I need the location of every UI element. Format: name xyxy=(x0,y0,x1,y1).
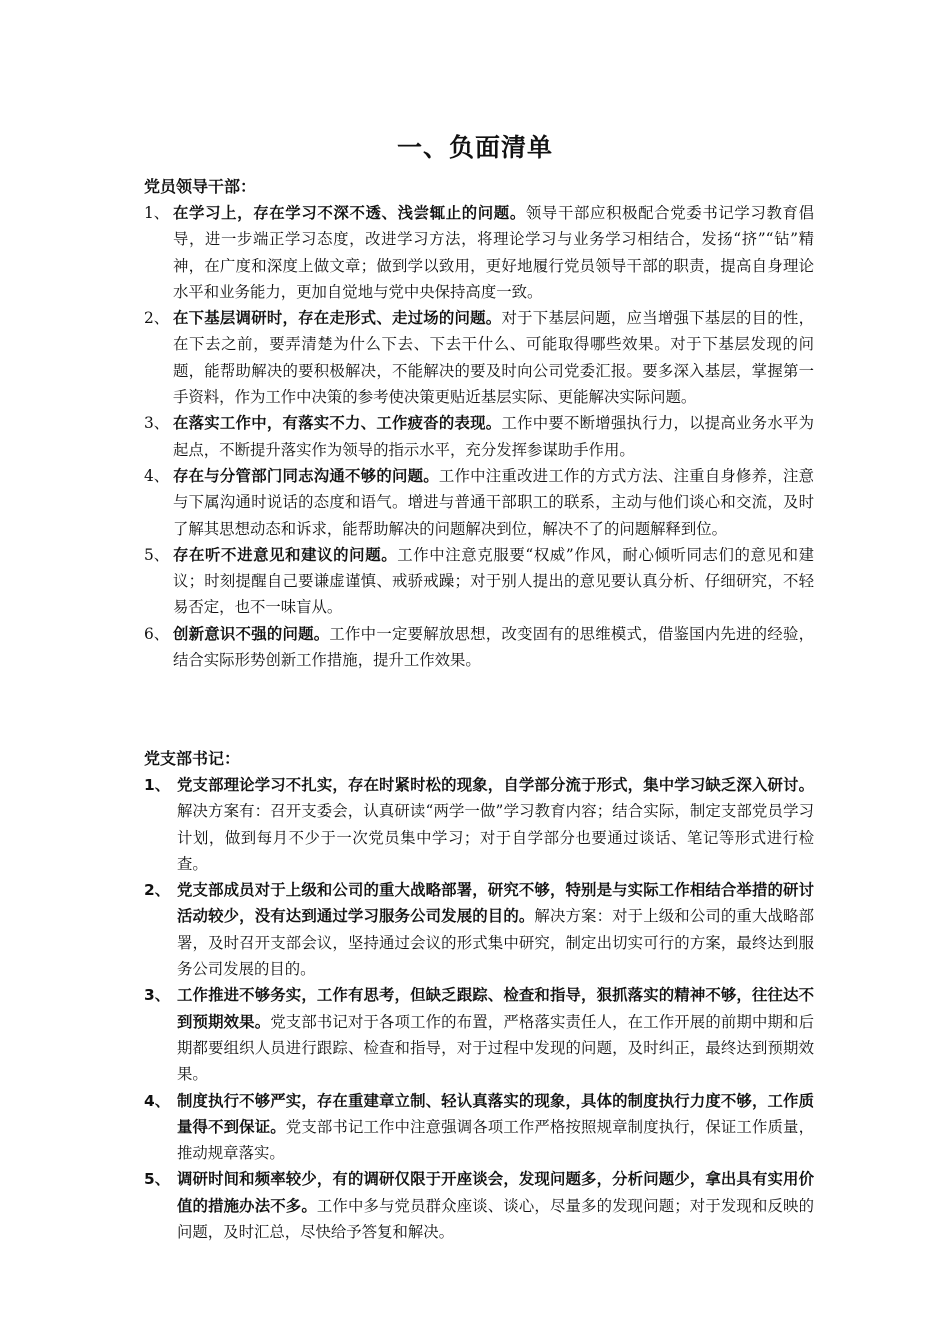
item-number: 1、 xyxy=(144,204,170,222)
item-number: 2、 xyxy=(144,309,170,328)
list-item xyxy=(144,877,814,982)
list-item xyxy=(144,542,814,621)
item-number: 5、 xyxy=(144,1170,171,1189)
section-heading: 党员领导干部： xyxy=(144,177,257,196)
section-branch-secretaries xyxy=(144,746,814,1245)
item-number: 4、 xyxy=(144,466,170,485)
item-body-text: 领导干部应积极配合党委书记学习教育倡导，进一步端正学习态度，改进学习方法，将理论学习与业务学习相结合，发扬“挤”“钻”精神，在广度和深度上做文章；做到学以致用，更好地履行党员领导干部的职责，提高自身理论水平和业务能力，更加自觉地与党中央保持高度一致。 xyxy=(173,204,814,301)
item-lead-text: 制度执行不够严实，存在重建章立制、轻认真落实的现象，具体的制度执行力度不够，工作质量得不到保证。 xyxy=(177,1091,814,1136)
item-body-text: 解决方案有：召开支委会，认真研读“两学一做”学习教育内容；结合实际，制定支部党员学习计划，做到每月不少于一次党员集中学习；对于自学部分也要通过谈话、笔记等形式进行检查。 xyxy=(177,802,814,873)
item-body-text: 对于下基层问题，应当增强下基层的目的性，在下去之前，要弄清楚为什么下去、下去干什么、可能取得哪些效果。对于下基层发现的问题，能帮助解决的要积极解决，不能解决的要及时向公司党委汇报。要多深入基层，掌握第一手资料，作为工作中决策的参考使决策更贴近基层实际、更能解决实际问题。 xyxy=(173,309,814,407)
list-item xyxy=(144,772,814,877)
section-party-leaders xyxy=(144,174,814,673)
item-body-text: 解决方案：对于上级和公司的重大战略部署，及时召开支部会议，坚持通过会议的形式集中研究，制定出切实可行的方案，最终达到服务公司发展的目的。 xyxy=(177,907,814,979)
item-number: 3、 xyxy=(144,414,170,433)
item-lead-text: 在落实工作中，有落实不力、工作疲沓的表现。 xyxy=(173,414,502,433)
item-number: 4、 xyxy=(144,1091,171,1110)
section-heading: 党支部书记： xyxy=(144,749,241,768)
item-lead-text: 在学习上，存在学习不深不透、浅尝辄止的问题。 xyxy=(173,204,526,222)
list-item xyxy=(144,982,814,1087)
document-title: 一、负面清单 xyxy=(396,133,553,162)
list-item xyxy=(144,463,814,542)
list-item xyxy=(144,1088,814,1167)
list-item xyxy=(144,1166,814,1245)
item-body-text: 党支部书记对于各项工作的布置，严格落实责任人，在工作开展的前期中期和后期都要组织人员进行跟踪、检查和指导，对于过程中发现的问题，及时纠正，最终达到预期效果。 xyxy=(177,1012,814,1084)
list-item xyxy=(144,200,814,305)
item-body-text: 工作中一定要解放思想，改变固有的思维模式，借鉴国内先进的经验，结合实际形势创新工作措施，提升工作效果。 xyxy=(173,624,814,670)
item-lead-text: 党支部成员对于上级和公司的重大战略部署，研究不够，特别是与实际工作相结合举措的研讨活动较少，没有达到通过学习服务公司发展的目的。 xyxy=(177,881,814,926)
item-number: 1、 xyxy=(144,776,171,794)
item-lead-text: 工作推进不够务实，工作有思考，但缺乏跟踪、检查和指导，狠抓落实的精神不够，往往达不到预期效果。 xyxy=(177,986,814,1031)
item-body-text: 党支部书记工作中注意强调各项工作严格按照规章制度执行，保证工作质量，推动规章落实。 xyxy=(177,1117,814,1163)
item-body-text: 工作中注重改进工作的方式方法、注重自身修养，注意与下属沟通时说话的态度和语气。增进与普通干部职工的联系，主动与他们谈心和交流，及时了解其思想动态和诉求，能帮助解决的问题解决到位，解决不了的问题解释到位。 xyxy=(173,466,814,538)
item-body-text: 工作中注意克服要“权威”作风，耐心倾听同志们的意见和建议；时刻提醒自己要谦虚谨慎、戒骄戒躁；对于别人提出的意见要认真分析、仔细研究，不轻易否定，也不一味盲从。 xyxy=(173,545,814,617)
item-lead-text: 存在听不进意见和建议的问题。 xyxy=(173,545,398,564)
item-number: 5、 xyxy=(144,545,170,564)
item-lead-text: 创新意识不强的问题。 xyxy=(173,624,330,643)
item-lead-text: 存在与分管部门同志沟通不够的问题。 xyxy=(173,466,439,485)
list-item xyxy=(144,621,814,674)
list-item xyxy=(144,305,814,410)
item-lead-text: 调研时间和频率较少，有的调研仅限于开座谈会，发现问题多，分析问题少，拿出具有实用价值的措施办法不多。 xyxy=(177,1170,814,1215)
item-number: 2、 xyxy=(144,881,171,900)
item-body-text: 工作中要不断增强执行力，以提高业务水平为起点，不断提升落实作为领导的指示水平，充分发挥参谋助手作用。 xyxy=(173,414,814,459)
item-body-text: 工作中多与党员群众座谈、谈心，尽量多的发现问题；对于发现和反映的问题，及时汇总，尽快给予答复和解决。 xyxy=(177,1196,814,1242)
item-number: 3、 xyxy=(144,986,171,1005)
item-lead-text: 党支部理论学习不扎实，存在时紧时松的现象，自学部分流于形式，集中学习缺乏深入研讨。 xyxy=(177,776,814,794)
item-number: 6、 xyxy=(144,624,170,643)
list-item xyxy=(144,410,814,463)
item-lead-text: 在下基层调研时，存在走形式、走过场的问题。 xyxy=(173,309,502,328)
